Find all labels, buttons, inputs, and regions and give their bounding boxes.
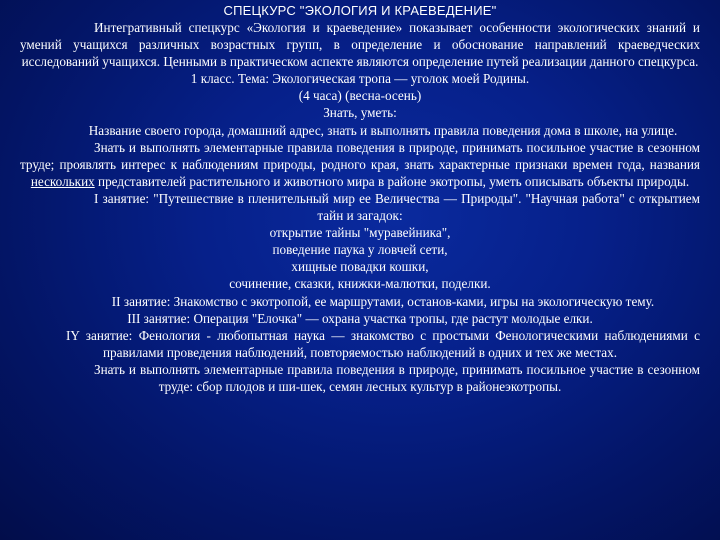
lesson-2: II занятие: Знакомство с экотропой, ее маршрутами, останов-ками, игры на экологическую тему. xyxy=(111,293,655,309)
know-item-1: Название своего города, домашний адрес, знать и выполнять правила поведения дома в школе, на улице. xyxy=(88,122,678,138)
intro-paragraph: Интегративный спецкурс «Экология и краеведение» показывает особенности экологических знаний и умений учащихся различных возрастных групп, в определение и обоснование направлений краеведческих исследований учащихся. Ценными в практическом аспекте являются определение путей реализации данного спецкурса. xyxy=(20,20,700,70)
lesson-1-item-1: открытие тайны "муравейника", xyxy=(269,225,451,241)
know-item-2-part-1: Знать и выполнять элементарные правила поведения в природе, принимать посильное участие в сезонном труде; проявлять интерес к наблюдениям природы, родного края, знать характерные признаки времен года, названия xyxy=(20,139,700,172)
know-heading: Знать, уметь: xyxy=(323,105,397,121)
final-paragraph: Знать и выполнять элементарные правила поведения в природе, принимать посильное участие в сезонном труде: сбор плодов и ши-шек, семян лесных культур в районеэкотропы. xyxy=(94,361,700,394)
lesson-1-item-2: поведение паука у ловчей сети, xyxy=(272,242,448,258)
slide-body xyxy=(20,19,700,395)
lesson-1-item-3: хищные повадки кошки, xyxy=(291,259,429,275)
lesson-4: IY занятие: Фенология - любопытная наука — знакомство с простыми Фенологическими наблюдениями с правилами проведения наблюдений, повторяемостью наблюдений в одних и тех же местах. xyxy=(66,327,700,360)
slide-title: СПЕЦКУРС "ЭКОЛОГИЯ И КРАЕВЕДЕНИЕ" xyxy=(223,3,497,18)
lesson-1-item-4: сочинение, сказки, книжки-малютки, поделки. xyxy=(229,276,491,292)
lesson-1: I занятие: "Путешествие в пленительный мир ее Величества — Природы". "Научная работа" с открытием тайн и загадок: xyxy=(94,190,700,224)
hours-season: (4 часа) (весна-осень) xyxy=(298,88,422,104)
know-item-2-part-2: представителей растительного и животного мира в районе экотропы, уметь описывать объекты природы. xyxy=(98,173,690,189)
grade-topic: 1 класс. Тема: Экологическая тропа — уголок моей Родины. xyxy=(190,71,530,87)
lesson-3: III занятие: Операция "Елочка" — охрана участка тропы, где растут молодые елки. xyxy=(127,310,593,326)
know-item-2 xyxy=(20,139,700,190)
underlined-word: нескольких xyxy=(30,173,95,189)
